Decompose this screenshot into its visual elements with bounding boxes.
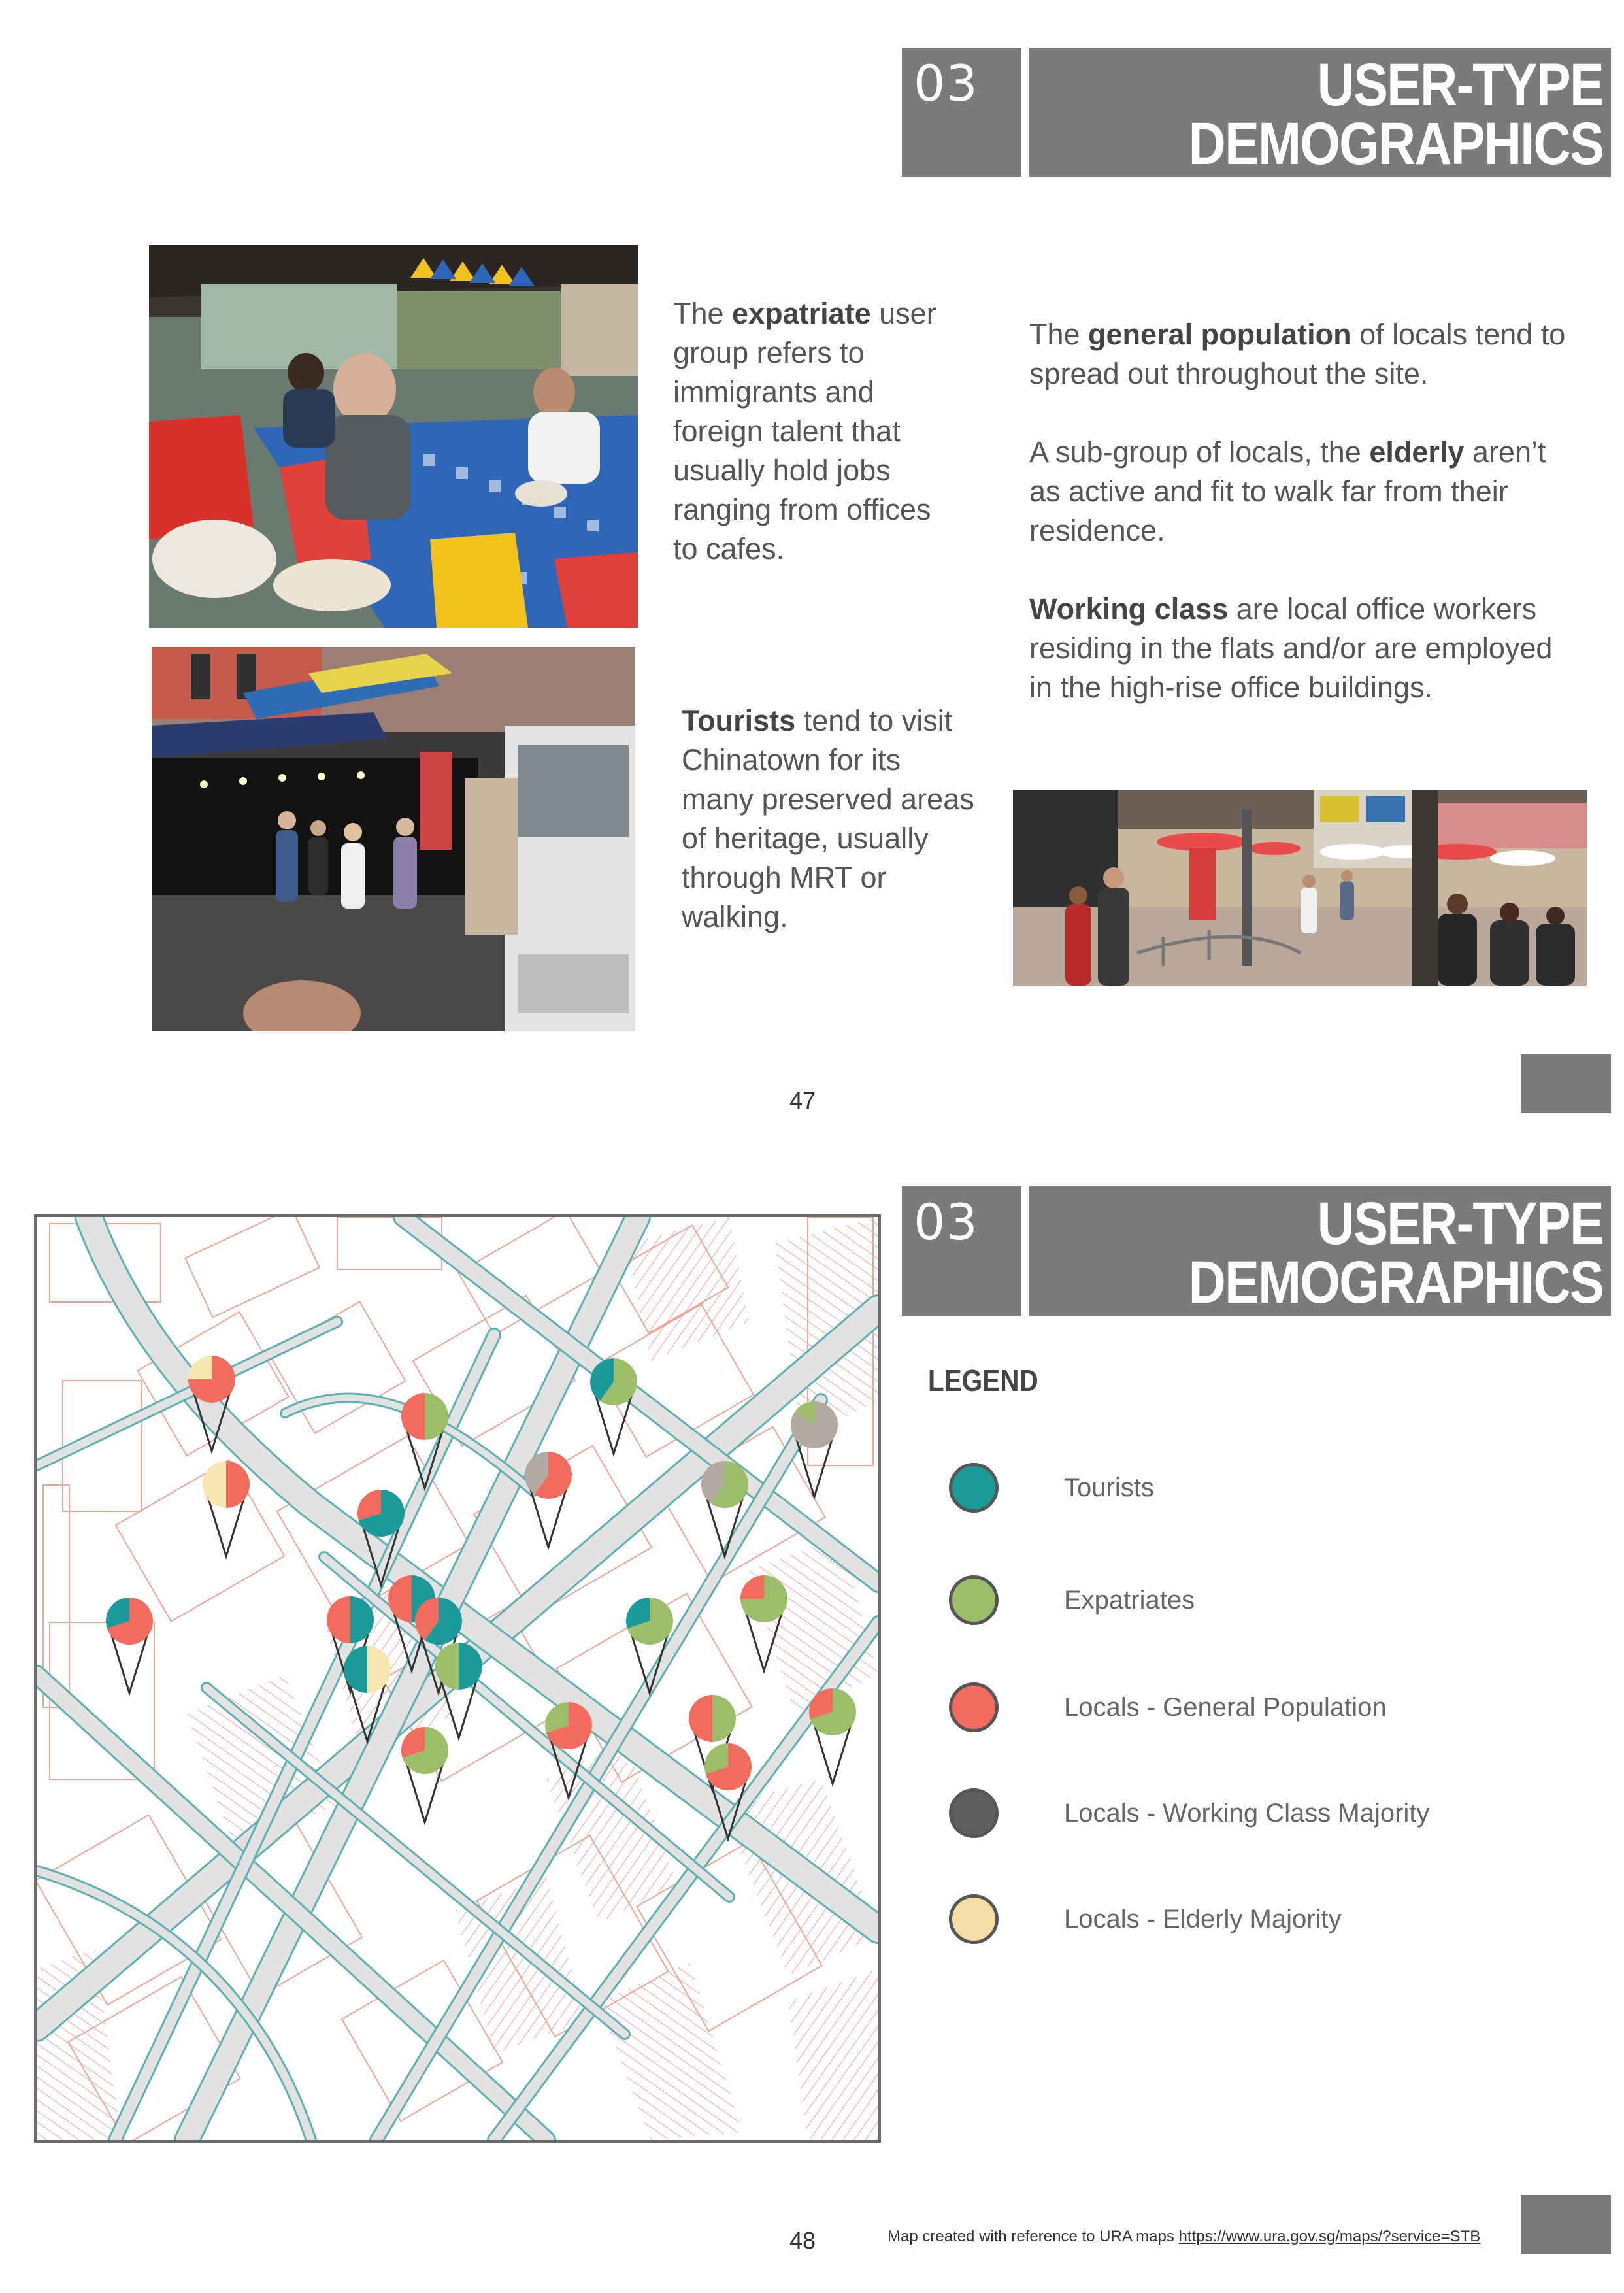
general-population-swatch <box>949 1682 999 1732</box>
general-population-description <box>1029 315 1572 393</box>
legend-item-general-population <box>949 1682 1537 1732</box>
expatriates-swatch <box>949 1575 999 1625</box>
legend-label: Locals - Working Class Majority <box>1064 1798 1430 1828</box>
working-bold: Working class <box>1029 592 1229 626</box>
title-line-2: DEMOGRAPHICS <box>1188 110 1603 177</box>
general-pre: The <box>1029 318 1089 351</box>
expatriate-post: user group refers to immigrants and foreign talent that usually hold jobs ranging from offices to cafes. <box>673 297 936 565</box>
footer-prefix: Map created with reference to URA maps <box>887 2228 1179 2245</box>
page-tab-marker-2 <box>1521 2195 1611 2254</box>
expatriate-bold: expatriate <box>732 297 871 330</box>
working-class-description <box>1029 590 1572 707</box>
legend-label: Expatriates <box>1064 1585 1195 1615</box>
legend-label: Tourists <box>1064 1473 1154 1502</box>
page-title-2 <box>1029 1186 1611 1316</box>
tourists-bold: Tourists <box>682 704 796 737</box>
section-number: 03 <box>902 48 1021 177</box>
legend-title: LEGEND <box>928 1364 1038 1398</box>
page-tab-marker <box>1521 1054 1611 1113</box>
elderly-description <box>1029 433 1572 550</box>
elderly-swatch <box>949 1894 999 1944</box>
page-number: 47 <box>789 1087 816 1114</box>
page-title <box>1029 48 1611 177</box>
section-number-2: 03 <box>902 1186 1021 1316</box>
general-bold: general population <box>1088 318 1351 351</box>
legend-label: Locals - Elderly Majority <box>1064 1904 1342 1933</box>
elderly-pre: A sub-group of locals, the <box>1029 435 1370 469</box>
tourists-street-photo <box>152 647 635 1031</box>
ura-maps-link[interactable]: https://www.ura.gov.sg/maps/?service=STB <box>1178 2228 1481 2245</box>
working-post: are local office workers residing in the flats and/or are employed in the high-rise office buildings. <box>1029 592 1553 704</box>
expatriate-description <box>673 294 961 569</box>
tourists-post: tend to visit Chinatown for its many preserved areas of heritage, usually through MRT or walking. <box>682 704 974 933</box>
page-number-2: 48 <box>789 2227 816 2254</box>
title-line-2: DEMOGRAPHICS <box>1188 1249 1603 1316</box>
tourists-swatch <box>949 1463 999 1513</box>
general-post: of locals tend to spread out throughout the site. <box>1029 318 1566 390</box>
elderly-post: aren’t as active and fit to walk far from their residence. <box>1029 435 1546 547</box>
expatriates-cafe-photo <box>149 245 638 628</box>
legend-item-tourists <box>949 1463 1537 1513</box>
tourists-description <box>682 701 976 937</box>
map-source-note <box>887 2228 1480 2246</box>
legend-item-expatriates <box>949 1575 1537 1625</box>
legend-label: Locals - General Population <box>1064 1692 1387 1722</box>
elderly-bold: elderly <box>1369 435 1465 469</box>
expatriate-pre: The <box>673 297 733 330</box>
legend-item-elderly <box>949 1894 1537 1944</box>
locals-plaza-photo <box>1013 790 1587 986</box>
site-map <box>34 1214 881 2143</box>
title-line-1: USER-TYPE <box>1317 1190 1603 1257</box>
legend-item-working-class <box>949 1788 1537 1838</box>
title-line-1: USER-TYPE <box>1317 52 1603 118</box>
working-class-swatch <box>949 1788 999 1838</box>
